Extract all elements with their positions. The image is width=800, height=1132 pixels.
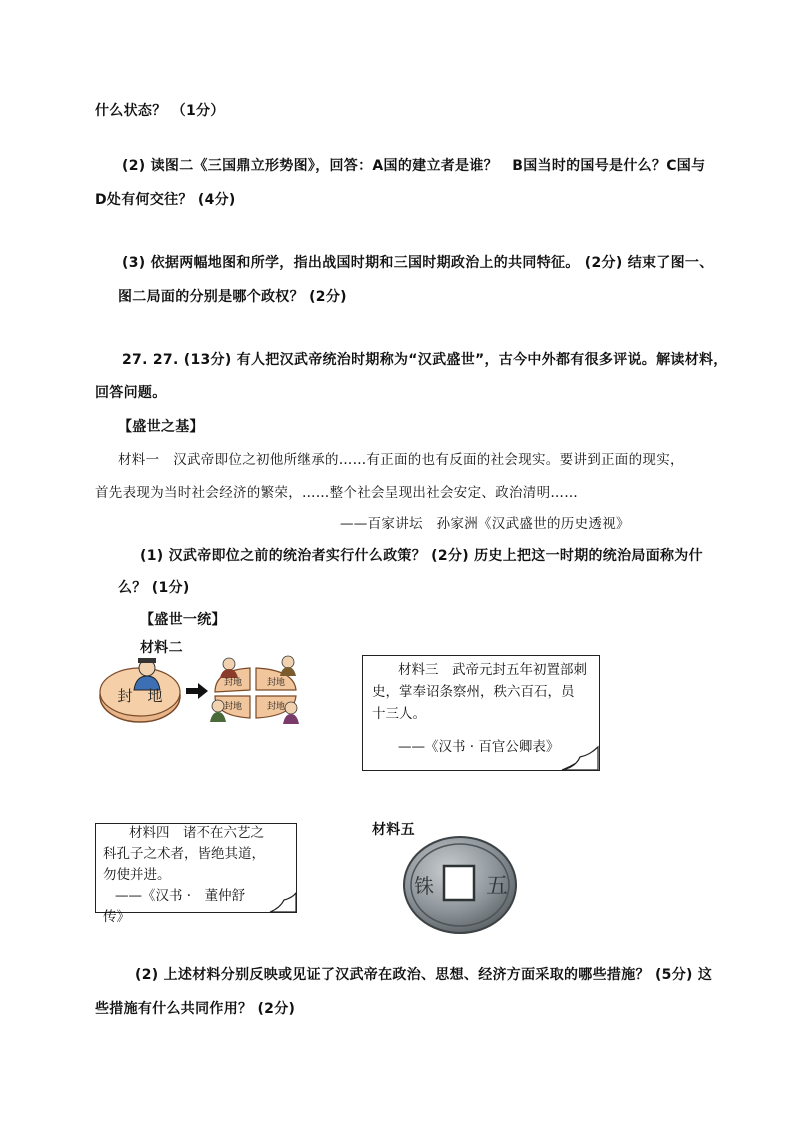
sub-question-1: (1) 汉武帝即位之前的统治者实行什么政策？ (2分) 历史上把这一时期的统治局面称为什 <box>140 548 703 564</box>
material-four-text: 材料四 诸不在六艺之 科孔子之术者，皆绝其道， 勿使并进。 ——《汉书 · 董仲舒 传》 <box>103 825 265 925</box>
sub-question-1: 么？ (1分) <box>118 580 190 596</box>
coin-char: 铢 <box>414 874 434 898</box>
material-three-source: ——《汉书 · 百官公卿表》 <box>398 739 560 755</box>
material-one-source: ——百家讲坛 孙家洲《汉武盛世的历史透视》 <box>340 516 630 532</box>
page-curl-icon <box>560 745 602 775</box>
material-two-label: 材料二 <box>140 640 183 656</box>
sub-question-2: (2) 上述材料分别反映或见证了汉武帝在政治、思想、经济方面采取的哪些措施？ (5分) 这 <box>135 967 713 983</box>
sub-question-2: 些措施有什么共同作用？ (2分) <box>95 1001 296 1017</box>
question-text: D处有何交往？ (4分) <box>95 192 236 208</box>
question-text: 图二局面的分别是哪个政权？ (2分) <box>118 289 347 305</box>
page-curl-icon <box>268 892 300 918</box>
fiefdom-small-label: 封地 <box>266 678 286 688</box>
question-text: 什么状态？ （1分） <box>95 103 225 119</box>
section-title: 【盛世之基】 <box>118 419 204 435</box>
fiefdom-small-label: 封地 <box>266 702 286 712</box>
material-one-text: 首先表现为当时社会经济的繁荣，……整个社会呈现出社会安定、政治清明…… <box>95 485 578 501</box>
fiefdom-illustration <box>98 652 330 732</box>
material-one-text: 材料一 汉武帝即位之初他所继承的……有正面的也有反面的社会现实。要讲到正面的现实， <box>118 452 684 468</box>
question-text: (2) 读图二《三国鼎立形势图》，回答：A国的建立者是谁？ B国当时的国号是什么？C国与 <box>122 158 706 174</box>
material-three-text: 材料三 武帝元封五年初置部刺 史，掌奉诏条察州，秩六百石，员 十三人。 <box>372 662 587 722</box>
fiefdom-small-label: 封地 <box>223 678 243 688</box>
question-text: (3) 依据两幅地图和所学，指出战国时期和三国时期政治上的共同特征。 (2分) 结束了图一、 <box>122 255 714 271</box>
fiefdom-big-label: 封 地 <box>117 687 163 705</box>
question-27-intro: 回答问题。 <box>95 385 167 401</box>
coin-char: 五 <box>485 874 509 899</box>
question-27-intro: 27. 27. (13分) 有人把汉武帝统治时期称为“汉武盛世”，古今中外都有很多评说。解读材料， <box>122 352 728 368</box>
wuzhu-coin-image <box>402 835 518 935</box>
fiefdom-small-label: 封地 <box>223 702 243 712</box>
arrow-icon <box>186 683 208 699</box>
section-title: 【盛世一统】 <box>140 612 226 628</box>
material-five-label: 材料五 <box>372 822 415 838</box>
